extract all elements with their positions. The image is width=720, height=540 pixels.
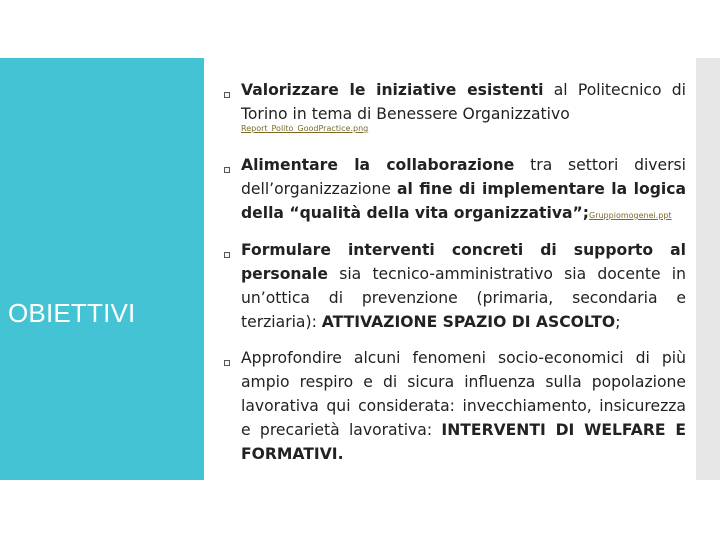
bullet-3-end: ; [615, 313, 621, 331]
bullet-item-4 [241, 346, 686, 466]
bullet-3-strong: Formulare interventi concreti di supporto al personale [241, 241, 686, 283]
bullet-4-text: Approfondire alcuni fenomeni socio-economici di più ampio respiro e di sicura influenza sulla popolazione lavorativa qui considerata: invecchiamento, insicurezza e precarietà lavorativa: [241, 349, 686, 439]
slide-title: OBIETTIVI [8, 298, 136, 328]
bullet-item-2 [241, 153, 686, 228]
bullet-2-strong-a: Alimentare la collaborazione [241, 156, 515, 174]
sidebar-panel [0, 58, 204, 480]
report-link[interactable]: Report_Polito_GoodPractice.png [241, 124, 369, 133]
bullet-4-caps: INTERVENTI DI WELFARE E FORMATIVI. [241, 421, 686, 463]
gruppi-link[interactable]: Gruppiomogenei.ppt [589, 211, 672, 220]
bullet-item-1 [241, 78, 686, 126]
slide-edge [696, 58, 720, 480]
bullet-1-strong: Valorizzare le iniziative esistenti [241, 81, 544, 99]
bullet-marker-icon [224, 252, 230, 258]
bullet-marker-icon [224, 92, 230, 98]
bullet-1-text: al Politecnico di Torino in tema di Benessere Organizzativo [241, 81, 687, 123]
bullet-2-text: tra settori diversi dell’organizzazione [241, 156, 686, 198]
bullet-marker-icon [224, 360, 230, 366]
bullet-item-3 [241, 238, 686, 334]
bullet-marker-icon [224, 167, 230, 173]
bullet-2-strong-b: al fine di implementare la logica della “qualità della vita organizzativa”; [241, 180, 686, 222]
bullet-3-caps: ATTIVAZIONE SPAZIO DI ASCOLTO [321, 313, 616, 331]
bullet-3-text: sia tecnico-amministrativo sia docente in un’ottica di prevenzione (primaria, secondaria e terziaria): [241, 265, 686, 331]
